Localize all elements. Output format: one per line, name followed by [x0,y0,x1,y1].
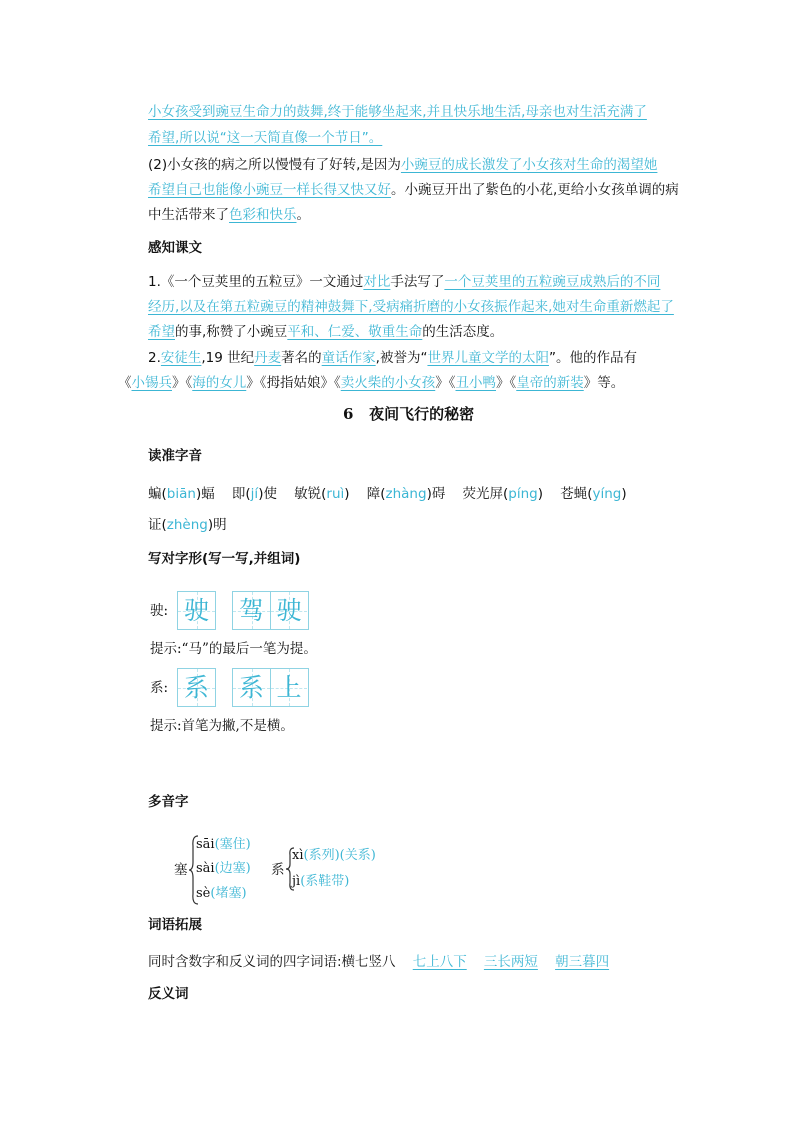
pronounce-item [463,486,544,502]
reading-line [292,846,376,866]
text-run: 苍蝇( [560,486,593,502]
pinyin: jí [250,486,259,502]
text-run: ,19 世纪 [201,350,255,366]
reading-line [196,859,251,879]
grid-cell [178,669,215,706]
text-line [148,205,310,225]
pinyin: yíng [592,486,622,502]
text-line [148,322,503,342]
section-heading: 多音字 [148,794,189,810]
text-run: 同时含数字和反义词的四字词语:横七竖八 [148,954,396,970]
grid-cell [270,592,307,629]
grid-char: 驾 [238,596,264,625]
lesson-name: 夜间飞行的秘密 [369,405,475,423]
pronounce-item [367,486,446,502]
text-run: 手法写了 [390,274,445,290]
pinyin: sài [196,861,215,876]
answer-fill: 童话作家 [321,350,376,366]
text-line [148,348,637,368]
answer-fill: 皇帝的新装 [516,375,584,391]
answer-fill: 卖火柴的小女孩 [340,375,436,391]
text-run: )蝠 [195,486,215,502]
text-run: ) [537,486,544,502]
pinyin: biān [166,486,196,502]
pinyin: ruì [326,486,345,502]
pronounce-row [148,484,627,504]
text-run: 即( [231,486,251,502]
pronounce-item [560,486,626,502]
pinyin: xì [292,848,304,863]
reading-line [196,884,247,904]
text-run: 的生活态度。 [422,324,504,340]
section-heading: 词语拓展 [148,917,202,933]
text-run: 中生活带来了 [148,207,229,223]
text-line [148,180,679,200]
example-word: (系列)(关系) [303,848,376,863]
answer-fill: 小锡兵 [131,375,172,391]
text-run: 敏锐( [294,486,327,502]
char-label: 系: [150,680,169,696]
text-run: ) [344,486,350,502]
answer-line: 小女孩受到豌豆生命力的鼓舞,终于能够坐起来,并且快乐地生活,母亲也对生活充满了 [148,104,647,120]
text-run: 《 [118,375,132,391]
reading-line [196,835,251,855]
pinyin: píng [508,486,538,502]
char-grid [232,668,309,707]
answer-fill: 世界儿童文学的太阳 [427,350,549,366]
answer-fill: 丑小鸭 [455,375,496,391]
text-run: 》《拇指姑娘》《 [246,375,341,391]
answer-fill: 一个豆荚里的五粒豌豆成熟后的不同 [444,274,661,290]
section-heading: 反义词 [148,986,189,1002]
pinyin: jì [292,874,301,889]
answer-line: 希望,所以说“这一天简直像一个节日”。 [148,130,383,146]
example-word: (塞住) [214,837,251,852]
answer-fill: 希望 [148,324,175,340]
char-label: 驶: [150,603,169,619]
reading-line [292,872,349,892]
text-run: ) [621,486,627,502]
pronounce-item [148,515,227,535]
pinyin: sāi [196,837,215,852]
text-run: 的事,称赞了小豌豆 [175,324,288,340]
text-run: 证( [148,517,167,533]
pinyin: zhèng [166,517,208,533]
grid-char: 系 [238,673,264,702]
answer-fill: 安徒生 [160,350,202,366]
text-run: )使 [258,486,277,502]
lesson-number: 6 [343,405,354,423]
hint-text: 提示:“马”的最后一笔为提。 [150,641,317,657]
answer-fill: 色彩和快乐 [229,207,297,223]
char-grid [177,591,216,630]
polyphone-char: 系 [271,862,285,878]
example-word: (堵塞) [210,886,247,901]
text-run: )明 [207,517,227,533]
hint-text: 提示:首笔为撇,不是横。 [150,718,294,734]
section-heading: 读准字音 [148,448,202,464]
answer-fill: 小豌豆的成长激发了小女孩对生命的渴望她 [400,157,658,173]
text-run: )碍 [426,486,446,502]
pronounce-item [148,486,215,502]
pronounce-item [294,486,349,502]
text-run: 》《 [172,375,193,391]
text-run: 著名的 [281,350,322,366]
polyphone-char: 塞 [174,862,188,878]
text-run: ”。他的作品有 [548,350,637,366]
grid-char: 驶 [276,596,302,625]
answer-fill: 希望自己也能像小豌豆一样长得又快又好 [148,182,391,198]
answer-line: 经历,以及在第五粒豌豆的精神鼓舞下,受病痛折磨的小女孩振作起来,她对生命重新燃起了 [148,299,674,315]
grid-cell [178,592,215,629]
answer-fill: 海的女儿 [192,375,247,391]
text-run: ,被誉为“ [375,350,428,366]
text-run: 》等。 [583,375,625,391]
text-run: 》《 [496,375,517,391]
answer-fill: 平和、仁爱、敬重生命 [287,324,423,340]
grid-cell [270,669,307,706]
grid-char: 驶 [183,596,209,625]
section-heading: 感知课文 [148,240,202,256]
answer-fill: 丹麦 [254,350,282,366]
text-run: 2. [148,350,161,366]
text-run: 1.《一个豆荚里的五粒豆》一文通过 [148,274,364,290]
text-line [148,952,609,972]
text-run: 》《 [435,375,456,391]
pinyin: sè [196,886,211,901]
text-run: 障( [366,486,386,502]
lesson-title [343,404,474,424]
answer-fill: 对比 [363,274,391,290]
text-line [148,272,660,292]
section-heading: 写对字形(写一写,并组词) [148,551,301,567]
text-run: 蝙( [148,486,167,502]
char-grid [177,668,216,707]
text-run: 。小豌豆开出了紫色的小花,更给小女孩单调的病 [391,182,679,198]
text-run: 荧光屏( [462,486,509,502]
answer-fill: 朝三暮四 [555,954,610,970]
char-grid [232,591,309,630]
text-line [148,155,657,175]
pinyin: zhàng [385,486,427,502]
example-word: (系鞋带) [300,874,350,889]
example-word: (边塞) [214,861,251,876]
text-line [118,373,624,393]
answer-fill: 七上八下 [412,954,467,970]
text-run: 。 [296,207,310,223]
grid-cell [233,592,270,629]
grid-char: 系 [183,673,209,702]
grid-cell [233,669,270,706]
grid-char: 上 [276,673,302,702]
pronounce-item [232,486,277,502]
question-prefix: (2)小女孩的病之所以慢慢有了好转,是因为 [148,157,401,173]
answer-fill: 三长两短 [483,954,538,970]
